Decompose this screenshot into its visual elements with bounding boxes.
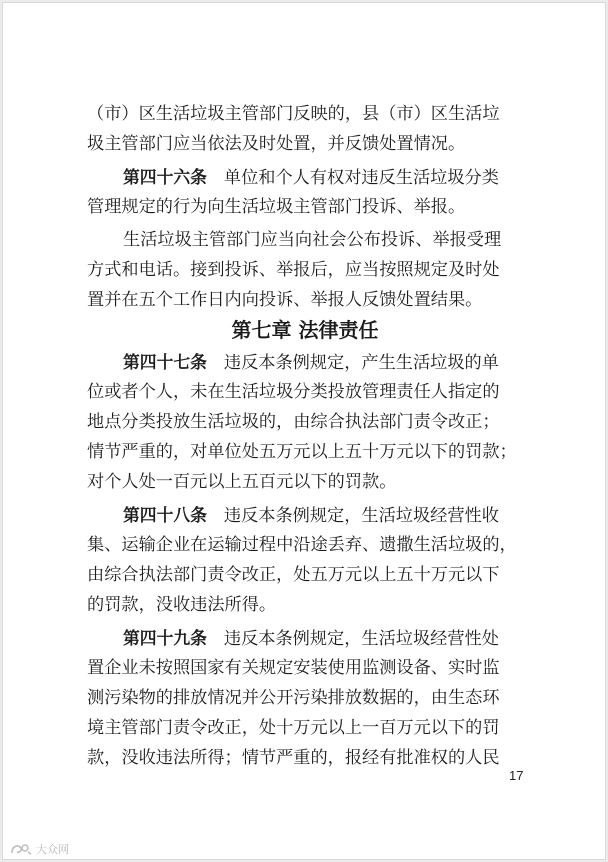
page-number: 17 <box>509 768 524 783</box>
text-line: 情节严重的，对单位处五万元以上五十万元以下的罚款； <box>87 442 517 462</box>
article-number: 第四十八条 <box>123 505 207 525</box>
text-line: 违反本条例规定，产生生活垃圾的单 <box>223 353 499 373</box>
text-line: 款，没收违法所得；情节严重的，报经有批准权的人民 <box>87 748 500 768</box>
body-text-lower <box>87 347 527 773</box>
watermark-logo-icon <box>9 842 33 856</box>
body-text-upper <box>87 99 527 315</box>
chapter-title: 第七章 法律责任 <box>231 318 379 342</box>
text-line: 对个人处一百元以上五百元以下的罚款。 <box>87 472 397 492</box>
text-line: 集、运输企业在运输过程中沿途丢弃、遗撒生活垃圾的， <box>87 535 517 555</box>
text-line: 由综合执法部门责令改正，处五万元以上五十万元以下 <box>87 565 500 585</box>
article-number: 第四十七条 <box>123 352 207 372</box>
text-line: 违反本条例规定，生活垃圾经营性处 <box>223 629 499 649</box>
article-49-first-line <box>87 623 527 653</box>
document-page <box>2 2 606 860</box>
article-47-first-line <box>87 347 527 377</box>
article-48-first-line <box>87 500 527 530</box>
watermark <box>9 841 69 857</box>
text-line: 管理规定的行为向生活垃圾主管部门投诉、举报。 <box>87 197 466 217</box>
text-line: 地点分类投放生活垃圾的，由综合执法部门责令改正； <box>87 412 500 432</box>
text-line: 单位和个人有权对违反生活垃圾分类 <box>223 168 499 188</box>
text-line: 生活垃圾主管部门应当向社会公布投诉、举报受理 <box>123 230 502 250</box>
text-line: 违反本条例规定，生活垃圾经营性收 <box>223 506 499 526</box>
text-line: 测污染物的排放情况并公开污染排放数据的，由生态环 <box>87 688 500 708</box>
text-line: 位或者个人，未在生活垃圾分类投放管理责任人指定的 <box>87 382 500 402</box>
text-line: 置并在五个工作日内向投诉、举报人反馈处置结果。 <box>87 290 483 310</box>
text-line: 方式和电话。接到投诉、举报后，应当按照规定及时处 <box>87 260 500 280</box>
text-line: （市）区生活垃圾主管部门反映的，县（市）区生活垃 <box>87 104 500 124</box>
article-number: 第四十六条 <box>123 167 207 187</box>
article-46-first-line <box>87 162 527 192</box>
watermark-text: 大众网 <box>36 843 69 856</box>
text-line: 境主管部门责令改正，处十万元以上一百万元以下的罚 <box>87 718 500 738</box>
text-line: 的罚款，没收违法所得。 <box>87 595 277 615</box>
text-line: 置企业未按照国家有关规定安装使用监测设备、实时监 <box>87 658 500 678</box>
text-line: 圾主管部门应当依法及时处置，并反馈处置情况。 <box>87 134 466 154</box>
article-number: 第四十九条 <box>123 628 207 648</box>
